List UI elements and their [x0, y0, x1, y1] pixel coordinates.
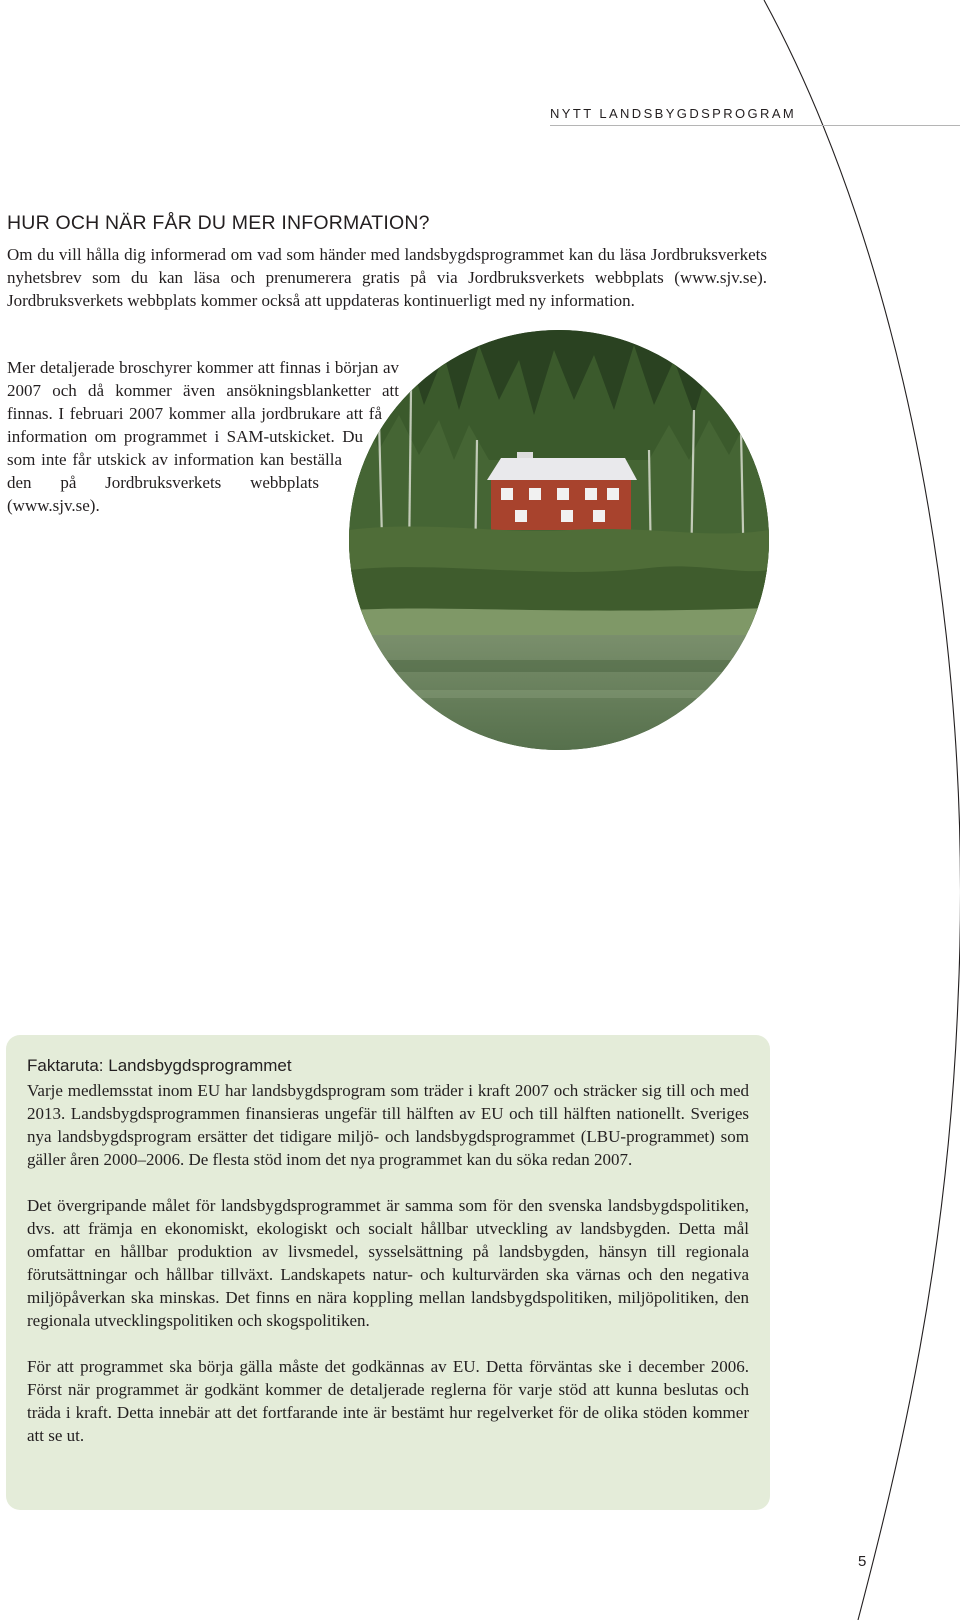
fact-box-body	[27, 1079, 749, 1470]
brochure-paragraph: Mer detaljerade broschyrer kommer att finnas i början av 2007 och då kommer även ansökningsblanketter att finnas. I februari 2007 kommer alla jordbrukare att få information om programmet i SAM-utskicket. Du som inte får utskick av information kan beställa den på Jordbruksverkets webbplats (www.sjv.se).	[7, 358, 399, 515]
fact-box	[6, 1035, 770, 1510]
section-heading: HUR OCH NÄR FÅR DU MER INFORMATION?	[7, 212, 430, 234]
running-head-rule	[550, 125, 960, 126]
page-number: 5	[858, 1553, 867, 1570]
fact-paragraph-3: För att programmet ska börja gälla måste det godkännas av EU. Detta förväntas ske i december 2006. Först när programmet är godkänt kommer de detaljerade reglerna för varje stöd att kunna beslutas och träda i kraft. Detta innebär att det fortfarande inte är bestämt hur regelverket för de olika stöden kommer att se ut.	[27, 1357, 749, 1445]
running-head: NYTT LANDSBYGDSPROGRAM	[550, 106, 797, 121]
fact-box-title: Faktaruta: Landsbygdsprogrammet	[27, 1056, 292, 1075]
fact-paragraph-1: Varje medlemsstat inom EU har landsbygdsprogram som träder i kraft 2007 och sträcker sig till och med 2013. Landsbygdsprogrammen finansieras ungefär till hälften av EU och till hälften nationellt. Sveriges nya landsbygdsprogram ersätter det tidigare miljö- och landsbygdsprogrammet (LBU-programmet) som gäller åren 2000–2006. De flesta stöd inom det nya programmet kan du söka redan 2007.	[27, 1081, 749, 1169]
house-photo	[349, 330, 769, 750]
intro-paragraph: Om du vill hålla dig informerad om vad som händer med landsbygdsprogrammet kan du läsa Jordbruksverkets nyhetsbrev som du kan läsa och prenumerera gratis på via Jordbruksverkets webbplats (www.sjv.se). Jordbruksverkets webbplats kommer också att uppdateras kontinuerligt med ny information.	[7, 245, 767, 310]
fact-paragraph-2: Det övergripande målet för landsbygdsprogrammet är samma som för den svenska landsbygdspolitiken, dvs. att främja en ekonomiskt, ekologiskt och socialt hållbar utveckling av landsbygden. Detta mål omfattar en hållbar produktion av livsmedel, sysselsättning på landsbygden, hänsyn till regionala förutsättningar och hållbar tillväxt. Landskapets natur- och kulturvärden ska värnas och den negativa miljöpåverkan ska minskas. Det finns en nära koppling mellan landsbygdspolitiken, miljöpolitiken, den regionala utvecklingspolitiken och skogspolitiken.	[27, 1196, 749, 1330]
